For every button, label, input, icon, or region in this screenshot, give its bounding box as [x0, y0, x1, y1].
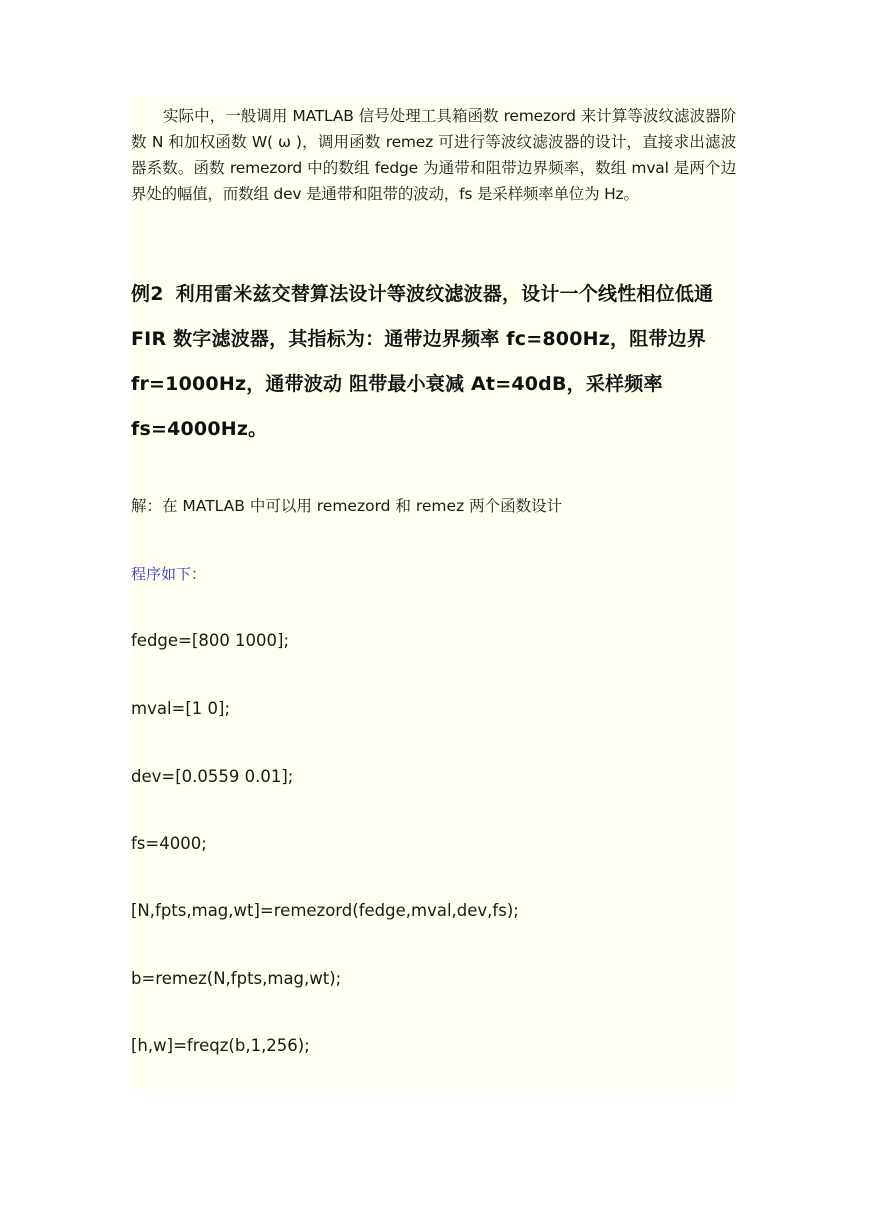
code-line: fedge=[800 1000]; [131, 631, 290, 650]
code-line: mval=[1 0]; [131, 699, 231, 718]
code-line: b=remez(N,fpts,mag,wt); [131, 969, 342, 988]
code-line: [h,w]=freqz(b,1,256); [131, 1036, 310, 1055]
intro-paragraph: 实际中，一般调用 MATLAB 信号处理工具箱函数 remezord 来计算等波纹滤波器阶数 N 和加权函数 W( ω )，调用函数 remez 可进行等波纹滤波器的设计，直接求出滤波器系数。函数 remezord 中的数组 fedge 为通带和阻带边界频率，数组 mval 是两个边界处的幅值，而数组 dev 是通带和阻带的波动，fs 是采样频率单位为 Hz。 [131, 107, 736, 203]
solution-line: 解：在 MATLAB 中可以用 remezord 和 remez 两个函数设计 [131, 497, 563, 515]
code-line: dev=[0.0559 0.01]; [131, 767, 294, 786]
example-text: 利用雷米兹交替算法设计等波纹滤波器，设计一个线性相位低通 FIR 数字滤波器，其指标为：通带边界频率 fc=800Hz，阻带边界 fr=1000Hz，通带波动 阻带最小衰减 At=40dB，采样频率 fs=4000Hz。 [131, 283, 714, 440]
document-content-area [131, 96, 736, 1090]
example-label: 例2 [131, 283, 164, 305]
example-problem [131, 272, 743, 452]
code-line: fs=4000; [131, 834, 207, 853]
code-line: [N,fpts,mag,wt]=remezord(fedge,mval,dev,fs); [131, 901, 519, 920]
program-heading: 程序如下： [131, 565, 207, 583]
